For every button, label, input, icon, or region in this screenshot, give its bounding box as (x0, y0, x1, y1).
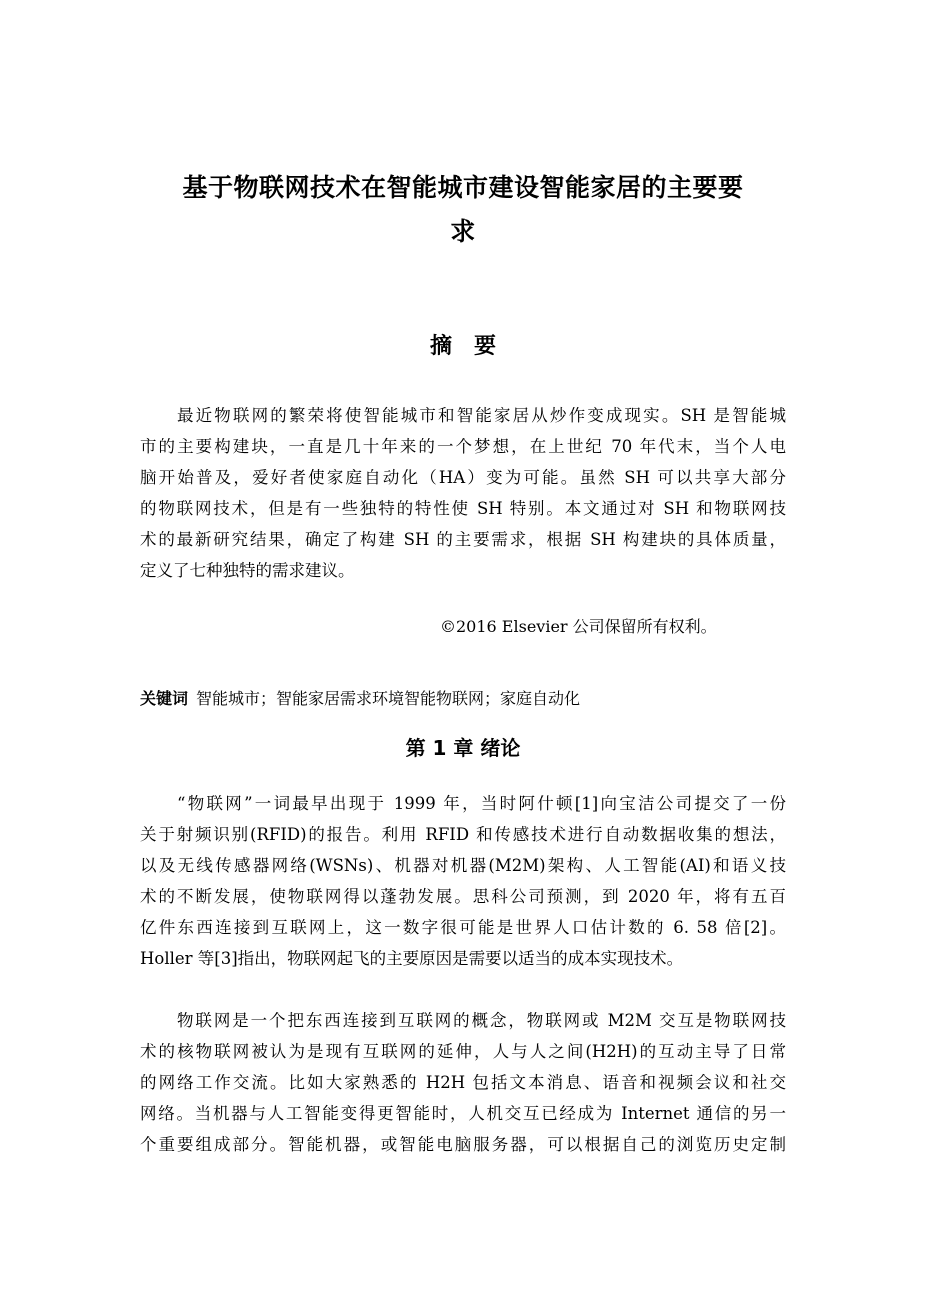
body-line: 关于射频识别(RFID)的报告。利用 RFID 和传感技术进行自动数据收集的想法， (140, 825, 786, 844)
keywords (140, 684, 580, 714)
body-line: 网络。当机器与人工智能变得更智能时，人机交互已经成为 Internet 通信的另一 (140, 1104, 786, 1123)
body-paragraph-2 (140, 1005, 786, 1160)
abstract-line: 脑开始普及，爱好者使家庭自动化（HA）变为可能。虽然 SH 可以共享大部分 (140, 468, 786, 487)
abstract-line: 最近物联网的繁荣将使智能城市和智能家居从炒作变成现实。SH 是智能城 (177, 406, 786, 425)
paper-title-line-2: 求 (450, 217, 476, 246)
keywords-text: 智能城市；智能家居需求环境智能物联网；家庭自动化 (196, 689, 581, 708)
keywords-label: 关键词 (140, 689, 189, 708)
body-line: 亿件东西连接到互联网上，这一数字很可能是世界人口估计数的 6. 58 倍[2]。 (140, 918, 786, 937)
body-line: 术的不断发展，使物联网得以蓬勃发展。思科公司预测，到 2020 年，将有五百 (140, 887, 786, 906)
abstract-line: 定义了七种独特的需求建议。 (140, 561, 355, 580)
abstract-line: 市的主要构建块，一直是几十年来的一个梦想，在上世纪 70 年代末，当个人电 (140, 437, 786, 456)
paper-title-line-1: 基于物联网技术在智能城市建设智能家居的主要要 (182, 173, 744, 202)
abstract-heading: 摘 要 (429, 334, 496, 359)
chapter-heading: 第 1 章 绪论 (405, 736, 521, 760)
body-paragraph-1 (140, 788, 786, 974)
abstract-line: 术的最新研究结果，确定了构建 SH 的主要需求，根据 SH 构建块的具体质量， (140, 530, 786, 549)
body-line: “物联网”一词最早出现于 1999 年，当时阿什顿[1]向宝洁公司提交了一份 (177, 794, 786, 813)
body-line: 物联网是一个把东西连接到互联网的概念，物联网或 M2M 交互是物联网技 (177, 1011, 786, 1030)
body-line: 以及无线传感器网络(WSNs)、机器对机器(M2M)架构、人工智能(AI)和语义技 (140, 856, 786, 875)
copyright-notice: ©2016 Elsevier 公司保留所有权利。 (440, 617, 717, 636)
abstract-paragraph (140, 400, 786, 586)
body-line: 个重要组成部分。智能机器，或智能电脑服务器，可以根据自己的浏览历史定制 (140, 1135, 786, 1154)
abstract-line: 的物联网技术，但是有一些独特的特性使 SH 特别。本文通过对 SH 和物联网技 (140, 499, 786, 518)
body-line: Holler 等[3]指出，物联网起飞的主要原因是需要以适当的成本实现技术。 (140, 949, 684, 968)
body-line: 术的核物联网被认为是现有互联网的延伸，人与人之间(H2H)的互动主导了日常 (140, 1042, 786, 1061)
body-line: 的网络工作交流。比如大家熟悉的 H2H 包括文本消息、语音和视频会议和社交 (140, 1073, 786, 1092)
